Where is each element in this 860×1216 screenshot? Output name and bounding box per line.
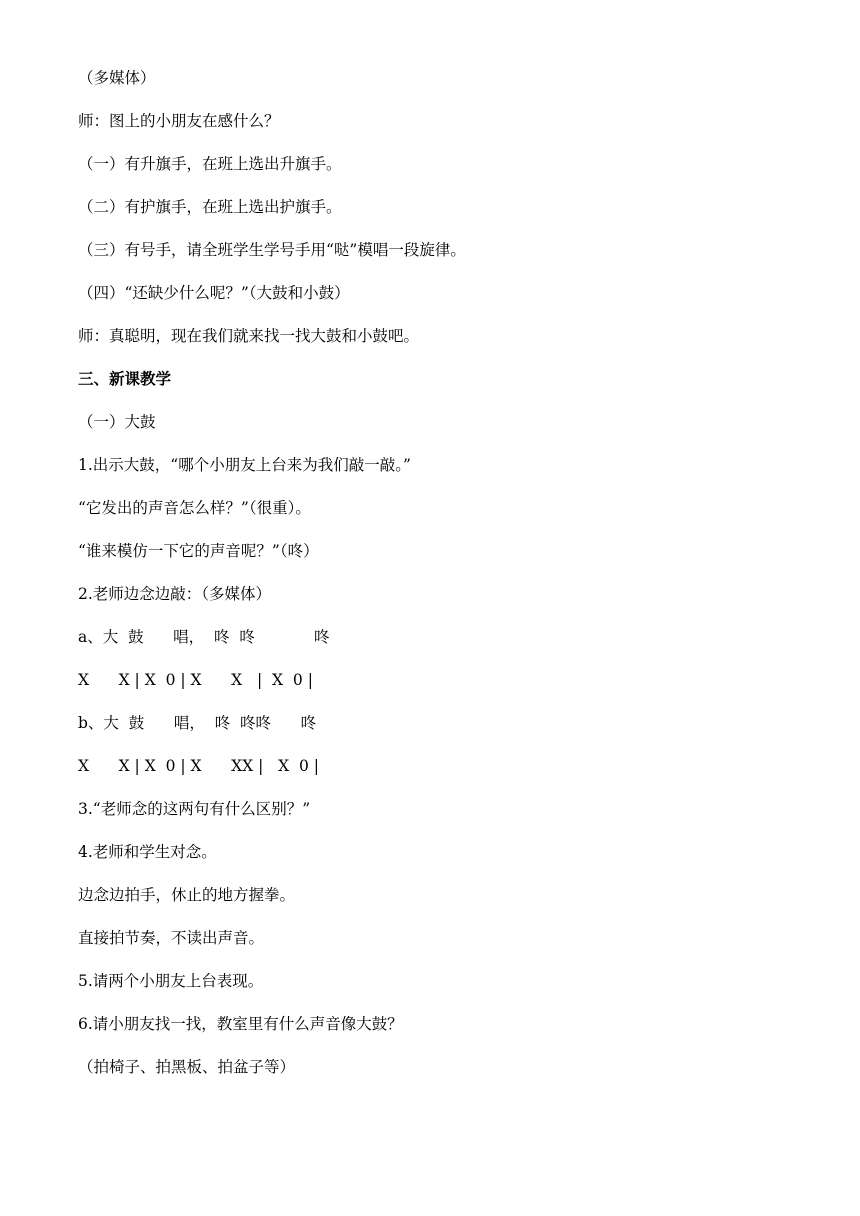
text-line-step-4: 4.老师和学生对念。 [78,843,217,861]
text-line-item-2: （二）有护旗手，在班上选出护旗手。 [78,198,342,216]
text-line-sound-question: “它发出的声音怎么样？”（很重）。 [78,499,311,517]
text-line-rhythm-instruction: 直接拍节奏，不读出声音。 [78,929,265,947]
text-line-step-2: 2.老师边念边敲：（多媒体） [78,585,272,603]
subsection-heading-big-drum: （一）大鼓 [78,413,156,431]
text-line-item-3: （三）有号手，请全班学生学号手用“哒”模唱一段旋律。 [78,241,466,259]
text-line-clap-instruction: 边念边拍手，休止的地方握拳。 [78,886,296,904]
rhythm-notation-a: X X | X 0 | X X | X 0 | [78,671,313,689]
text-line-imitate-question: “谁来模仿一下它的声音呢？”（咚） [78,542,319,560]
text-line-item-4: （四）“还缺少什么呢？”（大鼓和小鼓） [78,284,350,302]
rhythm-notation-b: X X | X 0 | X XX | X 0 | [78,757,320,775]
text-line-multimedia: （多媒体） [78,69,156,87]
text-line-examples: （拍椅子、拍黑板、拍盆子等） [78,1058,296,1076]
text-line-step-5: 5.请两个小朋友上台表现。 [78,972,264,990]
text-line-item-1: （一）有升旗手，在班上选出升旗手。 [78,155,342,173]
text-line-step-6: 6.请小朋友找一找，教室里有什么声音像大鼓？ [78,1015,403,1033]
text-line-step-1: 1.出示大鼓，“哪个小朋友上台来为我们敲一敲。” [78,456,411,474]
text-line-step-3: 3.“老师念的这两句有什么区别？” [78,800,311,818]
rhythm-lyric-a: a、大 鼓 唱， 咚 咚 咚 [78,628,330,646]
section-heading-new-lesson: 三、新课教学 [78,370,172,388]
rhythm-lyric-b: b、大 鼓 唱， 咚 咚咚 咚 [78,714,317,732]
text-line-teacher-question: 师：图上的小朋友在感什么？ [78,112,280,130]
text-line-teacher-praise: 师：真聪明，现在我们就来找一找大鼓和小鼓吧。 [78,327,420,345]
